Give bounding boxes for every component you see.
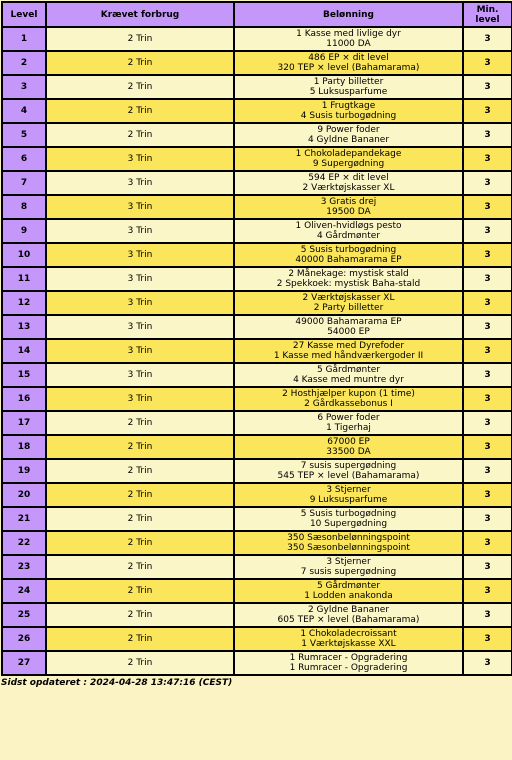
reward-line: 33500 DA — [326, 447, 371, 457]
row-required: 2 Trin — [46, 411, 234, 435]
table-row — [2, 27, 512, 51]
row-required: 2 Trin — [46, 507, 234, 531]
header-min-level — [463, 2, 512, 27]
table-row — [2, 579, 512, 603]
table-row — [2, 51, 512, 75]
reward-line: 2 Værktøjskasser XL — [302, 293, 395, 303]
table-row — [2, 651, 512, 675]
reward-line: 67000 EP — [327, 437, 370, 447]
row-required: 2 Trin — [46, 483, 234, 507]
reward-line: 5 Gårdmønter — [316, 581, 381, 591]
header-min-level-line1: Min. — [476, 4, 499, 15]
reward-line: 2 Gårdkassebonus I — [304, 399, 393, 409]
table-row — [2, 171, 512, 195]
row-required: 3 Trin — [46, 219, 234, 243]
row-level: 1 — [2, 27, 46, 51]
row-level: 12 — [2, 291, 46, 315]
row-reward — [234, 315, 463, 339]
reward-line: 7 susis supergødning — [300, 567, 397, 577]
row-reward — [234, 195, 463, 219]
row-min-level: 3 — [463, 147, 512, 171]
table-row — [2, 459, 512, 483]
reward-line: 27 Kasse med Dyrefoder — [292, 341, 405, 351]
row-level: 15 — [2, 363, 46, 387]
row-reward — [234, 531, 463, 555]
row-required: 3 Trin — [46, 171, 234, 195]
row-reward — [234, 627, 463, 651]
row-min-level: 3 — [463, 579, 512, 603]
row-level: 4 — [2, 99, 46, 123]
header-required: Krævet forbrug — [46, 2, 234, 27]
reward-line: 320 TEP × level (Bahamarama) — [277, 63, 420, 73]
row-level: 18 — [2, 435, 46, 459]
row-reward — [234, 243, 463, 267]
table-row — [2, 99, 512, 123]
reward-line: 350 Sæsonbelønningspoint — [287, 543, 410, 553]
reward-line: 1 Chokoladecroissant — [300, 629, 397, 639]
table-row — [2, 243, 512, 267]
row-reward — [234, 267, 463, 291]
row-reward — [234, 219, 463, 243]
row-level: 27 — [2, 651, 46, 675]
row-reward — [234, 387, 463, 411]
header-min-level-line2: level — [475, 14, 500, 25]
reward-line: 5 Susis turbogødning — [300, 245, 397, 255]
row-required: 2 Trin — [46, 123, 234, 147]
reward-line: 3 Gratis drej — [320, 197, 377, 207]
row-required: 2 Trin — [46, 99, 234, 123]
row-required: 3 Trin — [46, 363, 234, 387]
reward-line: 11000 DA — [326, 39, 371, 49]
row-min-level: 3 — [463, 195, 512, 219]
row-reward — [234, 363, 463, 387]
table-row — [2, 507, 512, 531]
table-row — [2, 195, 512, 219]
row-required: 3 Trin — [46, 339, 234, 363]
row-level: 24 — [2, 579, 46, 603]
reward-line: 1 Værktøjskasse XXL — [301, 639, 396, 649]
row-level: 25 — [2, 603, 46, 627]
row-required: 2 Trin — [46, 459, 234, 483]
reward-line: 9 Supergødning — [312, 159, 385, 169]
row-required: 3 Trin — [46, 387, 234, 411]
row-required: 3 Trin — [46, 147, 234, 171]
row-level: 7 — [2, 171, 46, 195]
row-level: 5 — [2, 123, 46, 147]
row-required: 2 Trin — [46, 531, 234, 555]
table-row — [2, 267, 512, 291]
row-reward — [234, 27, 463, 51]
reward-line: 40000 Bahamarama EP — [295, 255, 402, 265]
row-level: 26 — [2, 627, 46, 651]
row-min-level: 3 — [463, 483, 512, 507]
reward-line: 594 EP × dit level — [308, 173, 389, 183]
row-min-level: 3 — [463, 219, 512, 243]
row-reward — [234, 507, 463, 531]
table-row — [2, 531, 512, 555]
table-row — [2, 147, 512, 171]
reward-line: 6 Power foder — [317, 413, 380, 423]
row-reward — [234, 123, 463, 147]
row-required: 2 Trin — [46, 627, 234, 651]
table-row — [2, 339, 512, 363]
table-row — [2, 123, 512, 147]
row-reward — [234, 147, 463, 171]
table-row — [2, 411, 512, 435]
row-required: 3 Trin — [46, 291, 234, 315]
reward-line: 545 TEP × level (Bahamarama) — [277, 471, 420, 481]
reward-line: 7 susis supergødning — [300, 461, 397, 471]
reward-line: 5 Gårdmønter — [316, 365, 381, 375]
reward-line: 1 Chokoladepandekage — [295, 149, 402, 159]
row-reward — [234, 603, 463, 627]
last-updated: Sidst opdateret : 2024-04-28 13:47:16 (CEST) — [1, 678, 233, 688]
row-reward — [234, 459, 463, 483]
header-reward: Belønning — [234, 2, 463, 27]
reward-line: 605 TEP × level (Bahamarama) — [277, 615, 420, 625]
table-row — [2, 387, 512, 411]
row-level: 6 — [2, 147, 46, 171]
row-level: 16 — [2, 387, 46, 411]
row-min-level: 3 — [463, 459, 512, 483]
reward-line: 350 Sæsonbelønningspoint — [287, 533, 410, 543]
row-required: 3 Trin — [46, 195, 234, 219]
reward-line: 3 Stjerner — [326, 485, 371, 495]
reward-line: 9 Power foder — [317, 125, 380, 135]
reward-line: 1 Rumracer - Opgradering — [289, 663, 408, 673]
reward-line: 2 Spekkoek: mystisk Baha-stald — [276, 279, 421, 289]
reward-line: 2 Gyldne Bananer — [307, 605, 390, 615]
reward-line: 1 Frugtkage — [321, 101, 376, 111]
row-required: 3 Trin — [46, 267, 234, 291]
row-reward — [234, 651, 463, 675]
table-row — [2, 315, 512, 339]
row-reward — [234, 483, 463, 507]
reward-line: 5 Luksusparfume — [309, 87, 388, 97]
row-level: 21 — [2, 507, 46, 531]
header-level: Level — [2, 2, 46, 27]
row-min-level: 3 — [463, 435, 512, 459]
reward-line: 4 Susis turbogødning — [300, 111, 397, 121]
table-row — [2, 291, 512, 315]
row-level: 19 — [2, 459, 46, 483]
row-reward — [234, 51, 463, 75]
row-min-level: 3 — [463, 363, 512, 387]
row-min-level: 3 — [463, 99, 512, 123]
row-reward — [234, 339, 463, 363]
table-row — [2, 75, 512, 99]
table-row — [2, 555, 512, 579]
row-reward — [234, 99, 463, 123]
row-reward — [234, 75, 463, 99]
row-required: 2 Trin — [46, 603, 234, 627]
table-row — [2, 219, 512, 243]
table-row — [2, 363, 512, 387]
row-reward — [234, 555, 463, 579]
row-required: 2 Trin — [46, 651, 234, 675]
row-level: 23 — [2, 555, 46, 579]
row-required: 2 Trin — [46, 579, 234, 603]
reward-line: 2 Hosthjælper kupon (1 time) — [282, 389, 415, 399]
row-level: 8 — [2, 195, 46, 219]
row-level: 11 — [2, 267, 46, 291]
row-reward — [234, 411, 463, 435]
row-min-level: 3 — [463, 75, 512, 99]
reward-line: 5 Susis turbogødning — [300, 509, 397, 519]
table-row — [2, 627, 512, 651]
row-min-level: 3 — [463, 411, 512, 435]
reward-line: 4 Gårdmønter — [316, 231, 381, 241]
reward-line: 10 Supergødning — [309, 519, 388, 529]
row-level: 20 — [2, 483, 46, 507]
table-body — [2, 27, 512, 675]
reward-line: 486 EP × dit level — [308, 53, 389, 63]
reward-line: 19500 DA — [326, 207, 371, 217]
row-reward — [234, 579, 463, 603]
reward-line: 1 Tigerhaj — [326, 423, 371, 433]
row-reward — [234, 291, 463, 315]
row-min-level: 3 — [463, 603, 512, 627]
row-required: 3 Trin — [46, 315, 234, 339]
row-required: 2 Trin — [46, 75, 234, 99]
reward-line: 1 Oliven-hvidløgs pesto — [295, 221, 402, 231]
reward-line: 49000 Bahamarama EP — [295, 317, 402, 327]
row-level: 10 — [2, 243, 46, 267]
row-min-level: 3 — [463, 291, 512, 315]
row-min-level: 3 — [463, 507, 512, 531]
row-min-level: 3 — [463, 315, 512, 339]
reward-line: 3 Stjerner — [326, 557, 371, 567]
row-min-level: 3 — [463, 339, 512, 363]
row-level: 9 — [2, 219, 46, 243]
row-reward — [234, 435, 463, 459]
row-level: 3 — [2, 75, 46, 99]
reward-line: 2 Værktøjskasser XL — [302, 183, 395, 193]
row-level: 2 — [2, 51, 46, 75]
row-min-level: 3 — [463, 267, 512, 291]
reward-line: 1 Lodden anakonda — [304, 591, 393, 601]
reward-line: 1 Kasse med håndværkergoder II — [273, 351, 424, 361]
reward-line: 2 Party billetter — [313, 303, 384, 313]
row-required: 2 Trin — [46, 555, 234, 579]
reward-line: 9 Luksusparfume — [309, 495, 388, 505]
reward-line: 1 Party billetter — [313, 77, 384, 87]
table-row — [2, 483, 512, 507]
reward-line: 1 Kasse med livlige dyr — [296, 29, 401, 39]
row-min-level: 3 — [463, 627, 512, 651]
row-required: 2 Trin — [46, 27, 234, 51]
row-min-level: 3 — [463, 171, 512, 195]
rewards-table — [1, 1, 512, 676]
row-required: 2 Trin — [46, 51, 234, 75]
row-min-level: 3 — [463, 27, 512, 51]
row-level: 22 — [2, 531, 46, 555]
reward-line: 1 Rumracer - Opgradering — [289, 653, 408, 663]
reward-line: 54000 EP — [327, 327, 370, 337]
row-min-level: 3 — [463, 51, 512, 75]
reward-line: 4 Gyldne Bananer — [307, 135, 390, 145]
row-level: 13 — [2, 315, 46, 339]
row-min-level: 3 — [463, 243, 512, 267]
row-required: 2 Trin — [46, 435, 234, 459]
row-level: 17 — [2, 411, 46, 435]
table-row — [2, 603, 512, 627]
row-min-level: 3 — [463, 387, 512, 411]
row-min-level: 3 — [463, 651, 512, 675]
table-header-row — [2, 2, 512, 27]
reward-line: 2 Månekage: mystisk stald — [288, 269, 409, 279]
row-reward — [234, 171, 463, 195]
row-level: 14 — [2, 339, 46, 363]
reward-line: 4 Kasse med muntre dyr — [293, 375, 404, 385]
table-row — [2, 435, 512, 459]
row-min-level: 3 — [463, 531, 512, 555]
row-min-level: 3 — [463, 555, 512, 579]
row-required: 3 Trin — [46, 243, 234, 267]
row-min-level: 3 — [463, 123, 512, 147]
